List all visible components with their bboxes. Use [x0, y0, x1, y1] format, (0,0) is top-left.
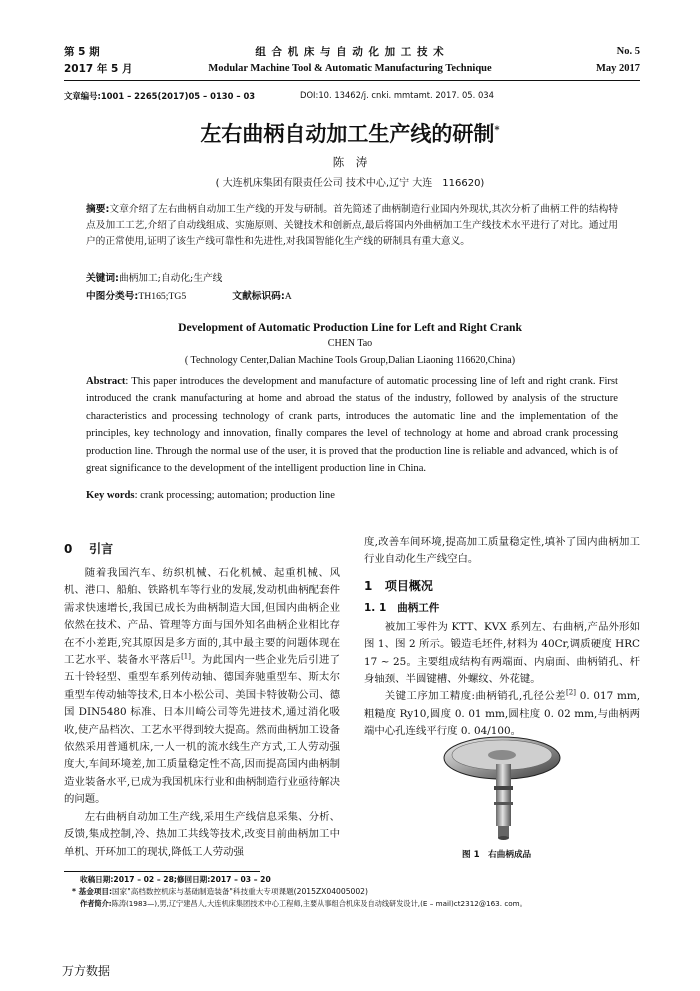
paragraph-intro-2: 左右曲柄自动加工生产线,采用生产线信息采集、分析、反馈,集成控制,冷、热加工共线等技术,改变目前曲柄加工中单机、开环加工的现状,降低工人劳动强: [64, 810, 340, 858]
header-date-cn: 2017 年 5 月: [64, 63, 133, 75]
doi: DOI:10. 13462/j. cnki. mmtamt. 2017. 05. 034: [300, 90, 494, 100]
right-column: [364, 534, 640, 741]
paragraph-precision: 关键工序加工精度:曲柄销孔,孔径公差[2] 0. 017 mm,粗糙度 Ry10,圆度 0. 01 mm,圆柱度 0. 02 mm,与曲柄两端中心孔连线平行度 0. 04/100。: [364, 688, 640, 738]
footnote-author: 作者简介:陈涛(1983—),男,辽宁建昌人,大连机床集团技术中心工程师,主要从事组合机床及自动线研发设计,(E – mail)ct2312@163. com。: [80, 899, 527, 908]
footnote-fund: * 基金项目:国家"高档数控机床与基础制造装备"科技重大专项课题(2015ZX04005002): [72, 887, 368, 896]
title-cn: 左右曲柄自动加工生产线的研制*: [200, 121, 500, 146]
figure-1-crank-image: [430, 728, 590, 844]
footnote-received: 收稿日期:2017 – 02 – 28;修回日期:2017 – 03 – 20: [80, 875, 271, 884]
title-en: Development of Automatic Production Line for Left and Right Crank: [178, 321, 522, 334]
figure-1-caption: 图 1 右曲柄成品: [462, 850, 532, 860]
abstract-en: Abstract: This paper introduces the development and manufacture of automatic processing line of left and right crank. First introduced the crank manufacturing at home and abroad the status of the industry, followed by analysis of the structure characteristics and processing technology of crank parts, introduces the automatic line and the implementation of the principles, key technology and innovation, finally compares the level of technology at home and abroad crank processing production line. Through the normal use of the user, it is proved that the production line is reliable and advanced, which is of great significance to the development of the intelligent production line in China.: [86, 376, 618, 475]
keywords-en: Key words: crank processing; automation; production line: [86, 490, 335, 501]
keywords-cn: 关键词:曲柄加工;自动化;生产线: [86, 273, 223, 284]
footnote-rule: [64, 871, 260, 872]
section-0-heading: 0 引言: [64, 542, 114, 556]
classification: 中图分类号:TH165;TG5 文献标识码:A: [86, 291, 292, 302]
abstract-cn: 摘要:文章介绍了左右曲柄自动加工生产线的开发与研制。首先简述了曲柄制造行业国内外现状,其次分析了曲柄工件的结构特点及加工工艺,介绍了自动线组成、实施原则、关键技术和创新点,最后将国内外曲柄加工生产线技术水平进行了对比。通过用户的正常使用,证明了该生产线可靠性和先进性,对我国智能化生产线的研制具有重大意义。: [86, 204, 619, 248]
affiliation-en: ( Technology Center,Dalian Machine Tools Group,Dalian Liaoning 116620,China): [184, 355, 516, 366]
header-rule: [64, 80, 640, 81]
left-column: [64, 540, 340, 861]
affiliation-cn: ( 大连机床集团有限责任公司 技术中心,辽宁 大连 116620): [215, 178, 485, 189]
author-en: CHEN Tao: [327, 338, 373, 349]
article-number: 文章编号:1001 – 2265(2017)05 – 0130 – 03: [64, 91, 256, 101]
header-journal-cn: 组 合 机 床 与 自 动 化 加 工 技 术: [255, 46, 445, 58]
header-date-en: May 2017: [595, 63, 640, 74]
header-issue-en: No. 5: [616, 46, 640, 57]
header-issue-cn: 第 5 期: [64, 46, 100, 58]
paragraph-intro-1: 随着我国汽车、纺织机械、石化机械、起重机械、风机、港口、船舶、铁路机车等行业的发展,发动机曲柄配套件需求快速增长,我国已成长为曲柄制造大国,但国内曲柄企业依然在技术、产品、管理等方面与国外知名曲柄企业相比存在不小差距,究其原因是多方面的,其中最主要的问题体现在工艺水平、装备水平落后[1]。为此国内一些企业先后引进了五十铃轻型、重型车系列传动轴、德国奔驰重型车、斯太尔重型车传动轴等技术,日本小松公司、美国卡特彼勒公司、德国 DIN5480 标准、日本川崎公司等先进技术,通过消化吸收,使产品档次、工艺水平得到较大提高。然而曲柄加工设备依然采用普通机床,一人一机的流水线生产方式,工人劳动强度大,车间环境差,加工质量稳定性不高,因而提高国内曲柄制造业装备水平,已成为我国机床行业和曲柄制造行业亟待解决的问题。: [64, 567, 341, 806]
author-cn: 陈 涛: [332, 155, 368, 169]
section-1-heading: 1 项目概况: [364, 578, 433, 593]
paragraph-workpiece: 被加工零件为 KTT、KVX 系列左、右曲柄,产品外形如图 1、图 2 所示。锻造毛坯件,材料为 40Cr,调质硬度 HRC 17 ~ 25。主要组成结构有两端面、内扇面、曲柄销孔、杆身轴颈、半圆键槽、外螺纹、外花键。: [364, 620, 640, 686]
header-journal-en: Modular Machine Tool & Automatic Manufacturing Technique: [208, 63, 492, 74]
watermark: 万方数据: [62, 964, 111, 978]
subsection-1-1-heading: 1. 1 曲柄工件: [364, 601, 440, 614]
paragraph-intro-3: 度,改善车间环境,提高加工质量稳定性,填补了国内曲柄加工行业自动化生产线空白。: [364, 536, 640, 566]
